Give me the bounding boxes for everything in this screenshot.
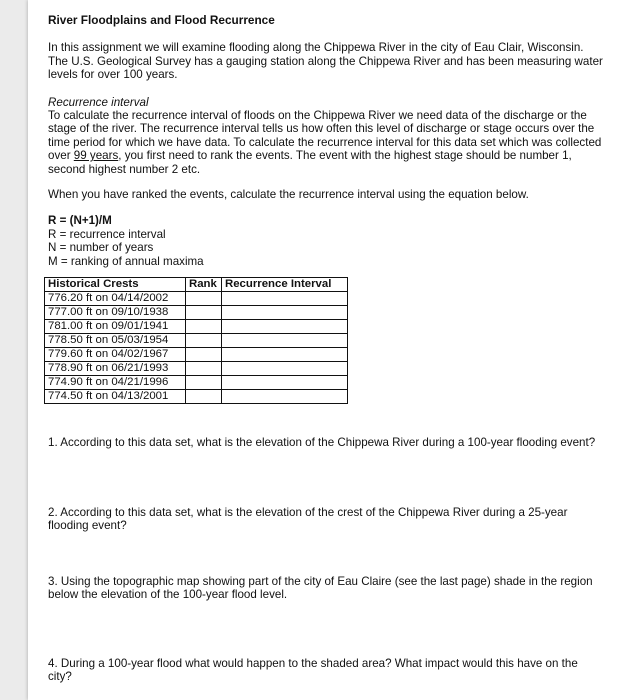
crest-cell: 781.00 ft on 09/01/1941 — [45, 320, 186, 334]
table-row — [45, 334, 348, 348]
crest-cell: 778.90 ft on 06/21/1993 — [45, 362, 186, 376]
table-row — [45, 390, 348, 404]
calculate-instruction: When you have ranked the events, calculate the recurrence interval using the equation below. — [48, 188, 529, 202]
recurrence-text-end: , you first need to rank the events. The event with the highest stage should be number 1, second highest number 2 etc. — [48, 149, 572, 176]
table-header-row — [45, 278, 348, 292]
intro-paragraph: In this assignment we will examine flooding along the Chippewa River in the city of Eau Clair, Wisconsin. The U.S. Geological Survey has a gauging station along the Chippewa River and has been measuring water levels for over 100 years. — [48, 41, 603, 82]
rank-cell[interactable] — [186, 334, 222, 348]
table-row — [45, 292, 348, 306]
rank-cell[interactable] — [186, 348, 222, 362]
equation-formula: R = (N+1)/M — [48, 214, 112, 228]
recurrence-cell[interactable] — [222, 348, 348, 362]
crest-cell: 776.20 ft on 04/14/2002 — [45, 292, 186, 306]
historical-crests-table — [44, 277, 348, 404]
recurrence-cell[interactable] — [222, 306, 348, 320]
equation-def-m: M = ranking of annual maxima — [48, 254, 204, 268]
recurrence-years-underlined: 99 years — [73, 149, 119, 163]
document-content — [48, 13, 603, 684]
table-row — [45, 376, 348, 390]
crest-cell: 774.90 ft on 04/21/1996 — [45, 376, 186, 390]
recurrence-cell[interactable] — [222, 320, 348, 334]
recurrence-cell[interactable] — [222, 334, 348, 348]
document-page — [28, 0, 640, 700]
question-1: 1. According to this data set, what is the elevation of the Chippewa River during a 100-year flooding event? — [48, 436, 596, 449]
rank-cell[interactable] — [186, 292, 222, 306]
rank-cell[interactable] — [186, 306, 222, 320]
table-row — [45, 306, 348, 320]
crest-cell: 779.60 ft on 04/02/1967 — [45, 348, 186, 362]
recurrence-cell[interactable] — [222, 292, 348, 306]
recurrence-cell[interactable] — [222, 362, 348, 376]
equation-def-n: N = number of years — [48, 241, 154, 255]
document-title: River Floodplains and Flood Recurrence — [48, 13, 275, 27]
equation-block — [48, 214, 603, 268]
table-row — [45, 362, 348, 376]
crest-cell: 774.50 ft on 04/13/2001 — [45, 390, 186, 404]
recurrence-cell[interactable] — [222, 376, 348, 390]
rank-cell[interactable] — [186, 362, 222, 376]
table-row — [45, 348, 348, 362]
recurrence-heading: Recurrence interval — [48, 95, 149, 109]
question-2: 2. According to this data set, what is the elevation of the crest of the Chippewa River during a 25-year flooding event? — [48, 506, 568, 533]
header-recurrence-interval: Recurrence Interval — [222, 278, 348, 292]
question-3: 3. Using the topographic map showing part of the city of Eau Claire (see the last page) shade in the region below the elevation of the 100-year flood level. — [48, 575, 593, 602]
rank-cell[interactable] — [186, 390, 222, 404]
recurrence-paragraph — [48, 109, 603, 176]
header-historical-crests: Historical Crests — [45, 278, 186, 292]
crest-cell: 778.50 ft on 05/03/1954 — [45, 334, 186, 348]
header-rank: Rank — [186, 278, 222, 292]
recurrence-text-start: To calculate the recurrence interval of floods on the Chippewa River we need data of the discharge or the stage of the river. The recurrence interval tells us how often this level of discharge or stage occurs over the time period for which we have data. To calculate the recurrence interval for this data set which was collected over — [48, 109, 602, 163]
equation-def-r: R = recurrence interval — [48, 227, 166, 241]
rank-cell[interactable] — [186, 376, 222, 390]
recurrence-cell[interactable] — [222, 390, 348, 404]
question-4: 4. During a 100-year flood what would happen to the shaded area? What impact would this have on the city? — [48, 657, 578, 684]
table-row — [45, 320, 348, 334]
crest-cell: 777.00 ft on 09/10/1938 — [45, 306, 186, 320]
rank-cell[interactable] — [186, 320, 222, 334]
